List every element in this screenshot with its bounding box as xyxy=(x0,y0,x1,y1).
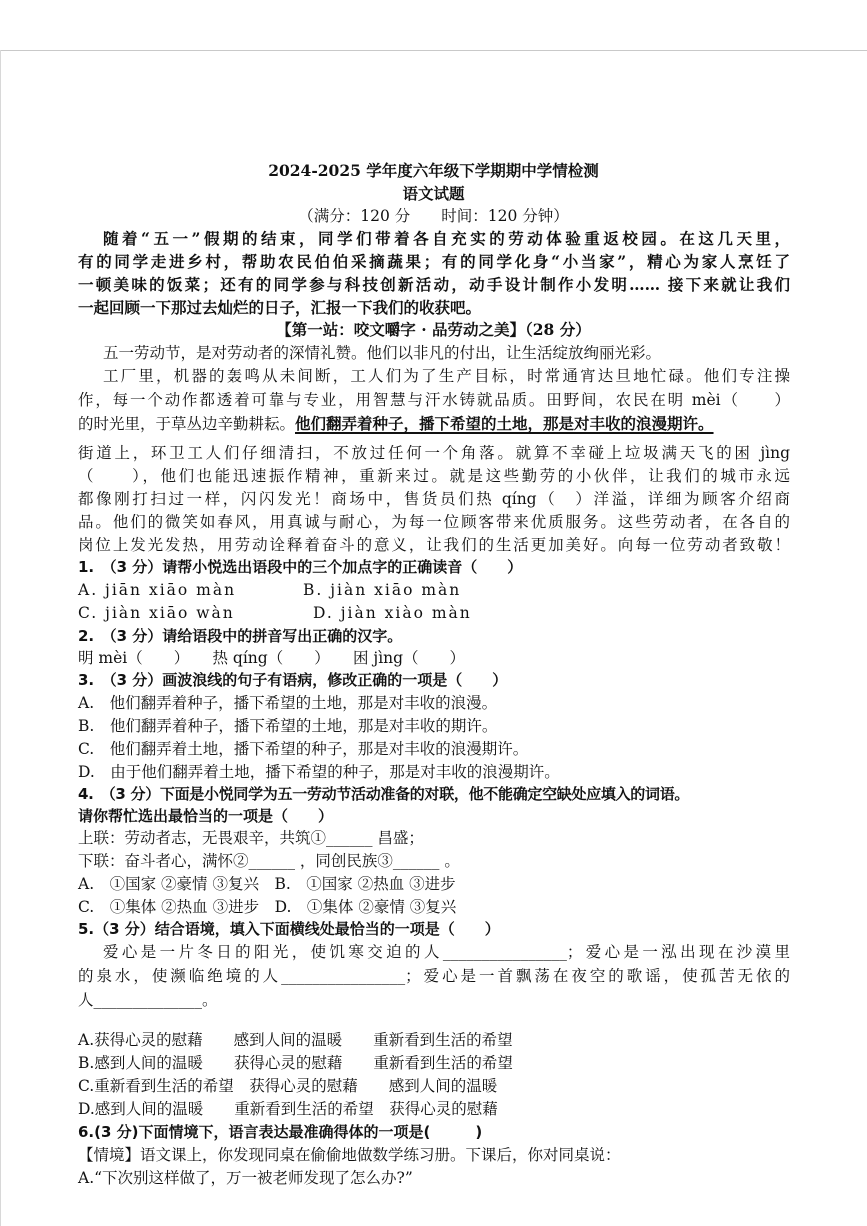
q4-stem-line2: 请你帮忙选出最恰当的一项是（ ） xyxy=(78,807,334,825)
q4-upper-couplet: 上联：劳动者志，无畏艰辛，共筑①______ 昌盛； xyxy=(78,829,424,847)
wavy-underlined-sentence: 他们翻弄着种子，播下希望的土地，那是对丰收的浪漫期许。 xyxy=(295,414,714,433)
q4-options-cd: C. ①集体 ②热血 ③进步 D. ①集体 ②豪情 ③复兴 xyxy=(78,898,457,916)
q1-option-d: D. jiàn xiào màn xyxy=(313,604,472,622)
q5-option-a: A.获得心灵的慰藉 感到人间的温暖 重新看到生活的希望 xyxy=(78,1031,513,1049)
passage-p3-line3: 都像刚打扫过一样，闪闪发光！商场中，售货员们热 qíng（ ）洋溢，详细为顾客介绍商 xyxy=(78,490,790,508)
intro-line-4: 一起回顾一下那过去灿烂的日子，汇报一下我们的收获吧。 xyxy=(78,298,482,317)
q6-option-a: A.“下次别这样做了，万一被老师发现了怎么办?” xyxy=(78,1169,413,1187)
q5-option-d: D.感到人间的温暖 重新看到生活的希望 获得心灵的慰藉 xyxy=(78,1100,498,1118)
q2-stem: 2. （3 分）请给语段中的拼音写出正确的汉字。 xyxy=(78,627,403,645)
intro-line-1: 随着“五一”假期的结束，同学们带着各自充实的劳动体验重返校园。在这几天里， xyxy=(103,229,790,248)
intro-line-2: 有的同学走进乡村，帮助农民伯伯采摘蔬果；有的同学化身“小当家”，精心为家人烹饪了 xyxy=(78,252,790,271)
q5-stem: 5.（3 分）结合语境，填入下面横线处最恰当的一项是（ ） xyxy=(78,920,500,938)
q5-context-line1: 爱心是一片冬日的阳光，使饥寒交迫的人________________；爱心是一泓出现在沙漠里 xyxy=(103,943,790,961)
passage-p3-line4: 品。他们的微笑如春风，用真诚与耐心，为每一位顾客带来优质服务。这些劳动者，在各自的 xyxy=(78,513,790,531)
q5-context-line3: 人______________。 xyxy=(78,991,218,1009)
q1-stem: 1. （3 分）请帮小悦选出语段中的三个加点字的正确读音（ ） xyxy=(78,558,523,576)
q2-answer-line: 明 mèi（ ） 热 qíng（ ） 困 jìng（ ） xyxy=(78,649,466,667)
passage-p1: 五一劳动节，是对劳动者的深情礼赞。他们以非凡的付出，让生活绽放绚丽光彩。 xyxy=(103,344,662,362)
q1-option-a: A. jiān xiāo màn xyxy=(78,581,237,599)
passage-p2-line3-plain: 的时光里，于草丛边辛勤耕耘。 xyxy=(78,415,296,433)
intro-line-3: 一顿美味的饭菜；还有的同学参与科技创新活动，动手设计制作小发明…… 接下来就让我们 xyxy=(78,275,790,294)
q3-option-a: A. 他们翻弄着种子，播下希望的土地，那是对丰收的浪漫。 xyxy=(78,694,498,712)
q5-context-line2: 的泉水，使濒临绝境的人________________；爱心是一首飘荡在夜空的歌谣，使孤苦无依的 xyxy=(78,967,790,985)
q6-situation: 【情境】语文课上，你发现同桌在偷偷地做数学练习册。下课后，你对同桌说： xyxy=(78,1146,621,1164)
q3-option-d: D. 由于他们翻弄着土地，播下希望的种子，那是对丰收的浪漫期许。 xyxy=(78,763,560,781)
passage-p3-line2: （ ），他们也能迅速振作精神，重新来过。就是这些勤劳的小伙伴，让我们的城市永远 xyxy=(78,467,790,485)
q1-option-c: C. jiàn xiāo wàn xyxy=(78,604,235,622)
q4-options-ab: A. ①国家 ②豪情 ③复兴 B. ①国家 ②热血 ③进步 xyxy=(78,875,456,893)
exam-title: 2024-2025 学年度六年级下学期期中学情检测 xyxy=(268,161,599,180)
passage-p2-line2: 作，每一个动作都透着可靠与专业，用智慧与汗水铸就品质。田野间，农民在明 mèi（ ） xyxy=(78,391,790,409)
q6-stem: 6.(3 分)下面情境下，语言表达最准确得体的一项是( ) xyxy=(78,1123,483,1141)
q1-option-b: B. jiàn xiāo màn xyxy=(303,581,462,599)
passage-p2-line3 xyxy=(78,413,714,435)
passage-p2-line1: 工厂里，机器的轰鸣从未间断，工人们为了生产目标，时常通宵达旦地忙碌。他们专注操 xyxy=(103,367,790,385)
q3-option-c: C. 他们翻弄着土地，播下希望的种子，那是对丰收的浪漫期许。 xyxy=(78,740,529,758)
section1-title: 【第一站：咬文嚼字 · 品劳动之美】（28 分） xyxy=(276,320,591,339)
exam-subject: 语文试题 xyxy=(402,184,465,203)
q5-option-c: C.重新看到生活的希望 获得心灵的慰藉 感到人间的温暖 xyxy=(78,1077,498,1095)
q4-lower-couplet: 下联：奋斗者心，满怀②______ ，同创民族③______ 。 xyxy=(78,852,460,870)
exam-info: （满分：120 分 时间：120 分钟） xyxy=(298,207,569,225)
passage-p3-line5: 岗位上发光发热，用劳动诠释着奋斗的意义，让我们的生活更加美好。向每一位劳动者致敬！ xyxy=(78,536,790,554)
q5-option-b: B.感到人间的温暖 获得心灵的慰藉 重新看到生活的希望 xyxy=(78,1054,513,1072)
page-top-margin xyxy=(0,0,867,51)
passage-p3-line1: 街道上，环卫工人们仔细清扫，不放过任何一个角落。就算不幸碰上垃圾满天飞的困 jìng xyxy=(78,444,790,462)
q3-stem: 3. （3 分）画波浪线的句子有语病，修改正确的一项是（ ） xyxy=(78,671,508,689)
q4-stem-line1: 4. （3 分）下面是小悦同学为五一劳动节活动准备的对联，他不能确定空缺处应填入的词语。 xyxy=(78,785,690,803)
q3-option-b: B. 他们翻弄着种子，播下希望的土地，那是对丰收的期许。 xyxy=(78,717,498,735)
